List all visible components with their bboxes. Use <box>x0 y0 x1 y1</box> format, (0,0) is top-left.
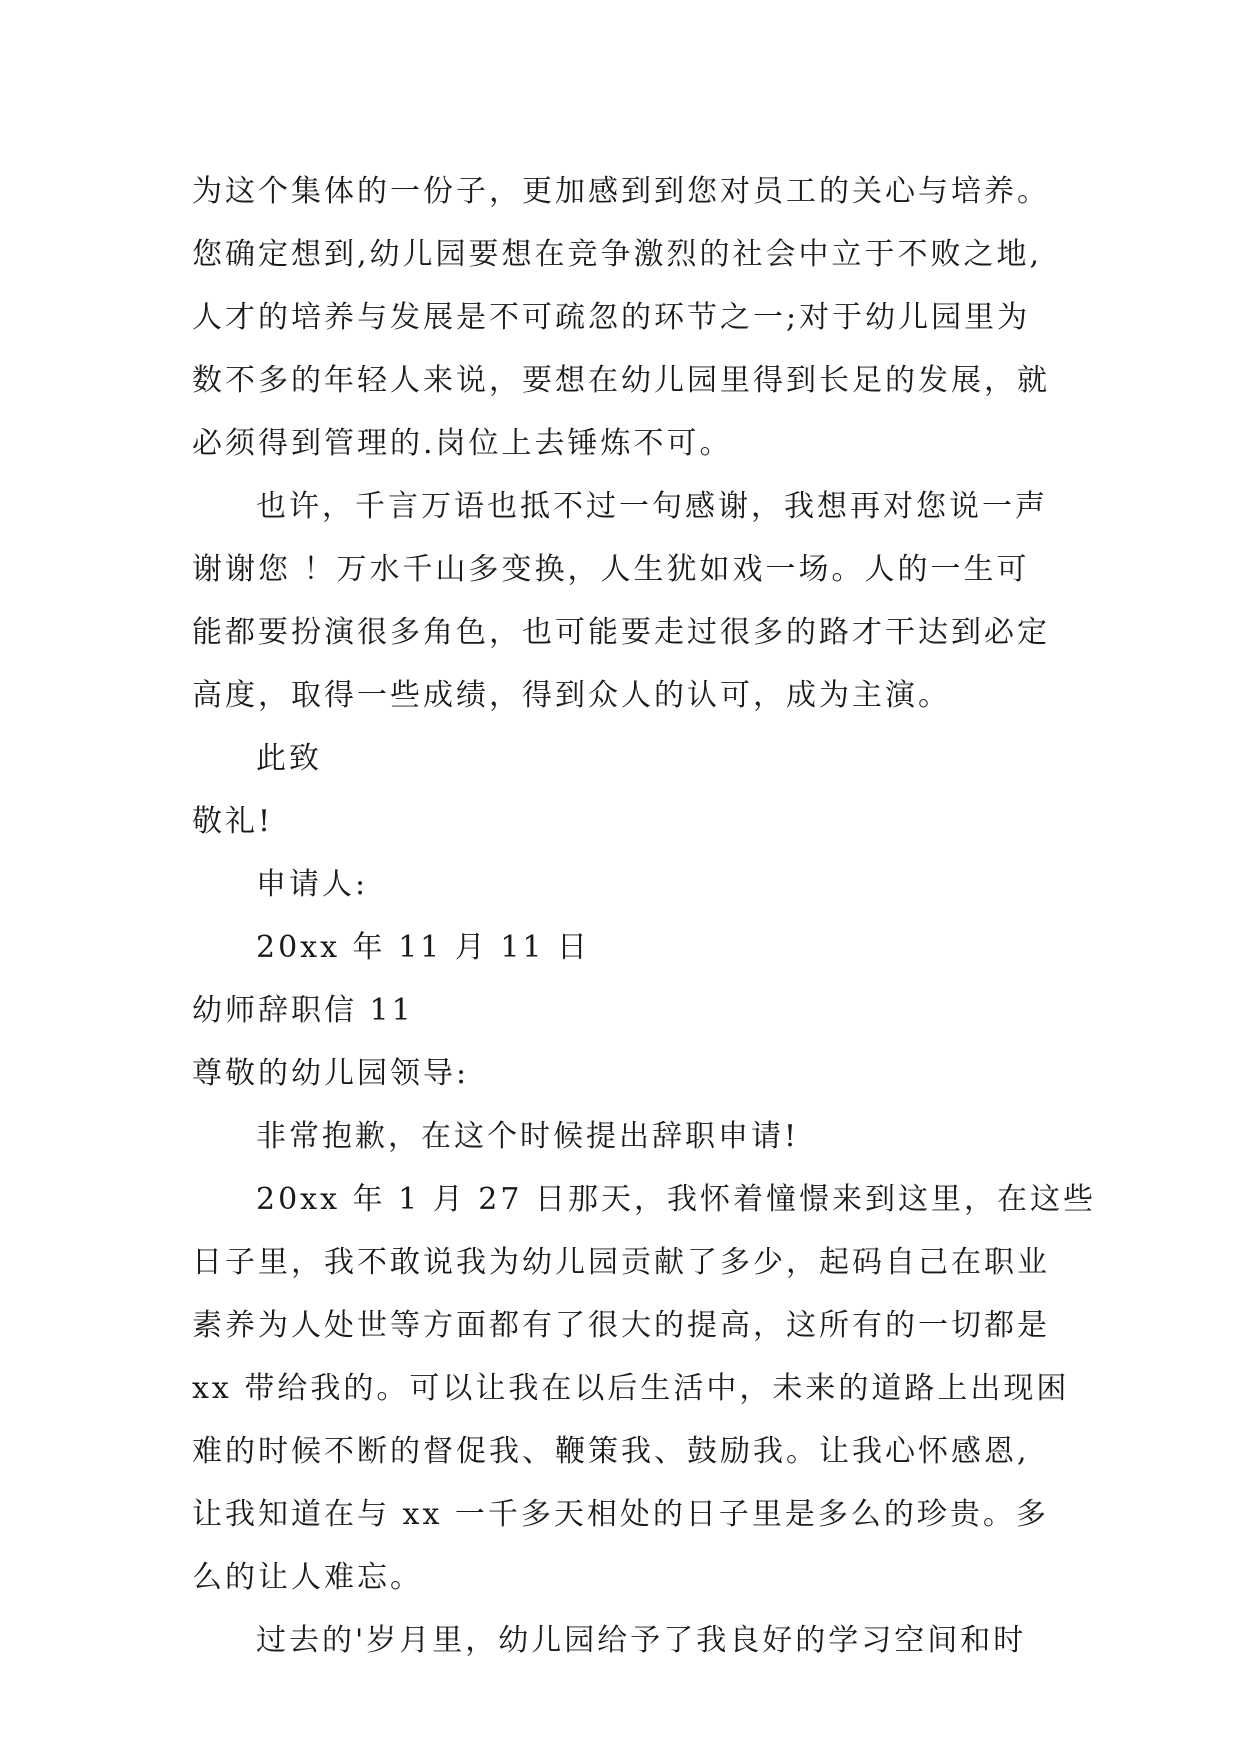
letter-title: 幼师辞职信 11 <box>192 993 414 1028</box>
text-line: 数不多的年轻人来说，要想在幼儿园里得到长足的发展，就 <box>192 363 1050 398</box>
text-line: 能都要扮演很多角色，也可能要走过很多的路才干达到必定 <box>192 615 1050 650</box>
text-line: 难的时候不断的督促我、鞭策我、鼓励我。让我心怀感恩, <box>192 1434 1030 1469</box>
text-line: 让我知道在与 xx 一千多天相处的日子里是多么的珍贵。多 <box>192 1497 1049 1532</box>
text-line: 高度，取得一些成绩，得到众人的认可，成为主演。 <box>192 678 951 713</box>
applicant-label: 申请人: <box>256 867 369 902</box>
text-line: xx 带给我的。可以让我在以后生活中，未来的道路上出现困 <box>192 1371 1070 1406</box>
text-line: 必须得到管理的.岗位上去锤炼不可。 <box>192 426 733 461</box>
closing-phrase: 此致 <box>256 741 322 776</box>
text-line: 日子里，我不敢说我为幼儿园贡献了多少，起码自己在职业 <box>192 1245 1050 1280</box>
salutation: 敬礼! <box>192 804 274 839</box>
paragraph-start: 过去的'岁月里，幼儿园给予了我良好的学习空间和时 <box>256 1623 1027 1658</box>
text-line: 人才的培养与发展是不可疏忽的环节之一;对于幼儿园里为 <box>192 300 1031 335</box>
date-line: 20xx 年 11 月 11 日 <box>256 930 591 965</box>
text-line: 么的让人难忘。 <box>192 1560 423 1595</box>
document-body <box>192 160 1096 1672</box>
text-line: 为这个集体的一份子，更加感到到您对员工的关心与培养。 <box>192 174 1050 209</box>
text-line: 您确定想到,幼儿园要想在竞争激烈的社会中立于不败之地, <box>192 237 1043 272</box>
paragraph-start: 也许，千言万语也抵不过一句感谢，我想再对您说一声 <box>256 489 1048 524</box>
greeting: 尊敬的幼儿园领导: <box>192 1056 470 1091</box>
paragraph-start: 非常抱歉，在这个时候提出辞职申请! <box>256 1119 800 1154</box>
paragraph-start: 20xx 年 1 月 27 日那天，我怀着憧憬来到这里，在这些 <box>256 1182 1096 1217</box>
text-line: 谢谢您 ！万水千山多变换，人生犹如戏一场。人的一生可 <box>192 552 1030 587</box>
text-line: 素养为人处世等方面都有了很大的提高，这所有的一切都是 <box>192 1308 1050 1343</box>
